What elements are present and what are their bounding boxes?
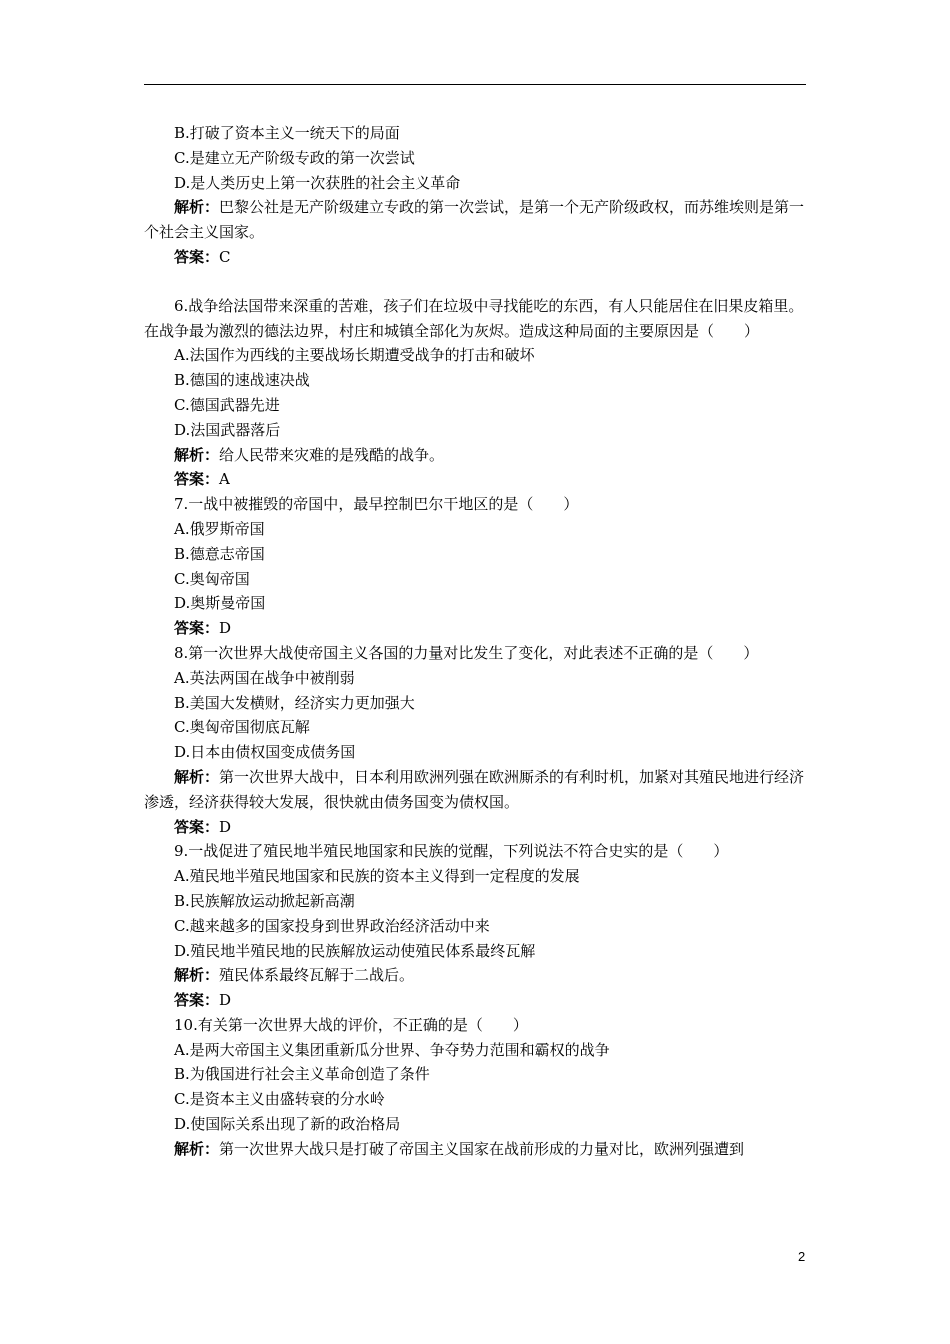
document-body [144, 121, 806, 1162]
spacer [144, 270, 806, 294]
header-rule [144, 84, 806, 85]
option-b: B.美国大发横财，经济实力更加强大 [174, 693, 415, 712]
analysis: 解析：给人民带来灾难的是残酷的战争。 [174, 445, 445, 464]
question-8 [144, 641, 806, 839]
option-c: C.奥匈帝国彻底瓦解 [174, 718, 310, 737]
option-d: D.法国武器落后 [174, 420, 281, 439]
option-c: C.是资本主义由盛转衰的分水岭 [174, 1090, 385, 1109]
analysis: 解析：第一次世界大战只是打破了帝国主义国家在战前形成的力量对比，欧洲列强遭到 [174, 1139, 745, 1158]
answer: 答案：D [174, 991, 232, 1010]
option-b: B.民族解放运动掀起新高潮 [174, 891, 355, 910]
page-number: 2 [798, 1249, 806, 1264]
question-9 [144, 839, 806, 1013]
option-c: C.越来越多的国家投身到世界政治经济活动中来 [174, 916, 490, 935]
question-stem: 9.一战促进了殖民地半殖民地国家和民族的觉醒，下列说法不符合史实的是（ ） [174, 842, 729, 861]
question-7 [144, 492, 806, 641]
question-5-tail [144, 121, 806, 270]
option-b: B.德意志帝国 [174, 544, 265, 563]
question-stem: 8.第一次世界大战使帝国主义各国的力量对比发生了变化，对此表述不正确的是（ ） [174, 643, 759, 662]
answer: 答案：C [174, 247, 231, 266]
answer: 答案：A [174, 470, 230, 489]
option-c: C.奥匈帝国 [174, 569, 250, 588]
question-10 [144, 1013, 806, 1162]
question-stem: 6.战争给法国带来深重的苦难，孩子们在垃圾中寻找能吃的东西，有人只能居住在旧果皮箱里。在战争最为激烈的德法边界，村庄和城镇全部化为灰烬。造成这种局面的主要原因是（ ） [144, 296, 804, 340]
option-d: D.奥斯曼帝国 [174, 594, 266, 613]
option-a: A.法国作为西线的主要战场长期遭受战争的打击和破坏 [174, 346, 535, 365]
option-c: C.是建立无产阶级专政的第一次尝试 [174, 148, 415, 167]
option-d: D.日本由债权国变成债务国 [174, 743, 356, 762]
option-c: C.德国武器先进 [174, 395, 280, 414]
analysis: 解析：巴黎公社是无产阶级建立专政的第一次尝试，是第一个无产阶级政权，而苏维埃则是第一个社会主义国家。 [144, 198, 805, 242]
option-d: D.使国际关系出现了新的政治格局 [174, 1115, 401, 1134]
option-a: A.是两大帝国主义集团重新瓜分世界、争夺势力范围和霸权的战争 [174, 1040, 610, 1059]
question-6 [144, 294, 806, 492]
option-d: D.殖民地半殖民地的民族解放运动使殖民体系最终瓦解 [174, 941, 536, 960]
analysis: 解析：第一次世界大战中，日本利用欧洲列强在欧洲厮杀的有利时机，加紧对其殖民地进行经济渗透，经济获得较大发展，很快就由债务国变为债权国。 [144, 767, 805, 811]
option-b: B.德国的速战速决战 [174, 371, 310, 390]
option-a: A.俄罗斯帝国 [174, 519, 265, 538]
option-a: A.英法两国在战争中被削弱 [174, 668, 355, 687]
question-stem: 7.一战中被摧毁的帝国中，最早控制巴尔干地区的是（ ） [174, 495, 579, 514]
option-a: A.殖民地半殖民地国家和民族的资本主义得到一定程度的发展 [174, 867, 580, 886]
option-d: D.是人类历史上第一次获胜的社会主义革命 [174, 173, 461, 192]
option-b: B.打破了资本主义一统天下的局面 [174, 124, 400, 142]
question-stem: 10.有关第一次世界大战的评价，不正确的是（ ） [174, 1015, 528, 1034]
answer: 答案：D [174, 817, 232, 836]
answer: 答案：D [174, 619, 232, 638]
analysis: 解析：殖民体系最终瓦解于二战后。 [174, 966, 415, 985]
option-b: B.为俄国进行社会主义革命创造了条件 [174, 1065, 430, 1084]
